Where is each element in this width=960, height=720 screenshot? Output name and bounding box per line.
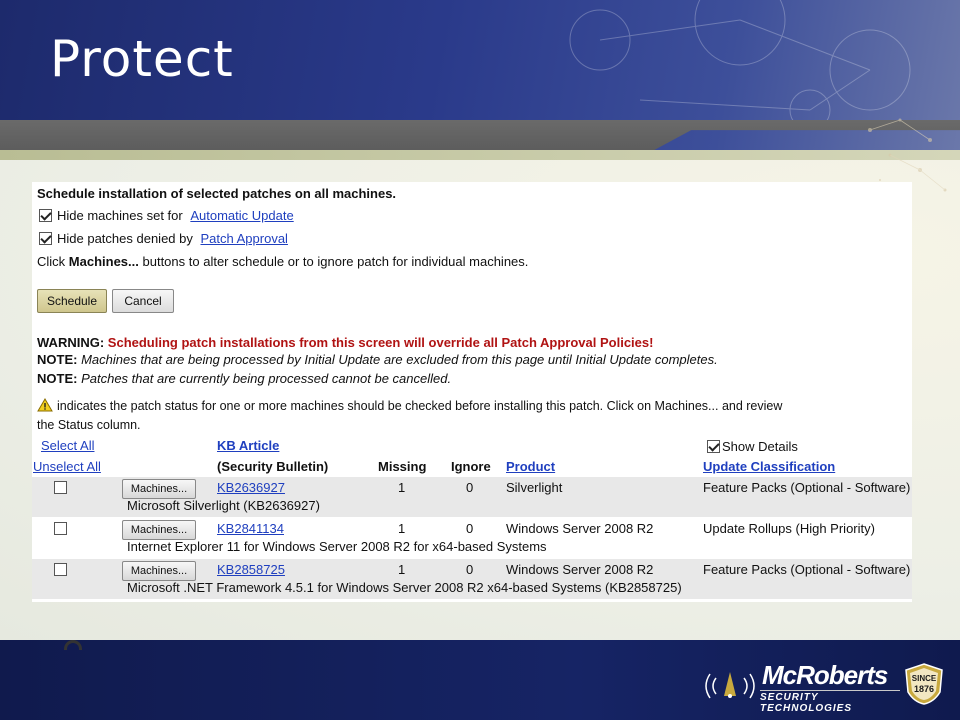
row-select-checkbox[interactable]: [54, 481, 67, 494]
kb-article-column-header[interactable]: KB Article: [217, 438, 280, 453]
patch-description: Internet Explorer 11 for Windows Server 2008 R2 for x64-based Systems: [127, 539, 547, 554]
note1-text: Machines that are being processed by Initial Update are excluded from this page until Initial Update completes.: [81, 352, 718, 367]
logo-seal-since: SINCE: [911, 674, 937, 683]
automatic-update-link[interactable]: Automatic Update: [190, 208, 294, 223]
update-classification: Update Rollups (High Priority): [703, 521, 875, 536]
update-classification: Feature Packs (Optional - Software): [703, 480, 911, 495]
hide-machines-row: [39, 208, 294, 223]
machines-button[interactable]: Machines...: [122, 520, 196, 540]
kb-link[interactable]: KB2636927: [217, 480, 285, 495]
table-row: [32, 518, 912, 558]
hide-patches-checkbox[interactable]: [39, 232, 52, 245]
missing-count: 1: [398, 480, 406, 495]
status-notice-line1: indicates the patch status for one or more machines should be checked before installing this patch. Click on Machines... and review: [57, 399, 783, 413]
patch-approval-link[interactable]: Patch Approval: [200, 231, 288, 246]
note2-text: Patches that are currently being processed cannot be cancelled.: [81, 371, 452, 386]
warning-label: WARNING:: [37, 335, 105, 350]
hide-machines-checkbox[interactable]: [39, 209, 52, 222]
product-column-header[interactable]: Product: [506, 459, 556, 474]
ignore-column-header: Ignore: [451, 459, 491, 474]
product-name: Windows Server 2008 R2: [506, 521, 654, 536]
instructions-suffix: buttons to alter schedule or to ignore patch for individual machines.: [142, 254, 529, 269]
logo-wordmark: McRoberts: [762, 660, 888, 690]
hide-patches-row: [39, 231, 288, 246]
logo-seal-year: 1876: [913, 684, 935, 694]
table-row: [32, 559, 912, 599]
company-logo: [700, 656, 950, 712]
show-details-checkbox[interactable]: [707, 440, 720, 453]
missing-count: 1: [398, 521, 406, 536]
warning-triangle-icon: [37, 398, 53, 412]
unselect-all-link[interactable]: Unselect All: [33, 459, 101, 474]
product-name: Windows Server 2008 R2: [506, 562, 654, 577]
note1-label: NOTE:: [37, 352, 78, 367]
table-row: [32, 477, 912, 517]
logo-tagline: SECURITY TECHNOLOGIES: [760, 690, 900, 714]
ignore-count: 0: [466, 480, 474, 495]
patch-schedule-panel: [32, 182, 912, 602]
note-initial-update: [37, 352, 718, 367]
sound-wave-icon: [700, 666, 760, 706]
machines-button[interactable]: Machines...: [122, 561, 196, 581]
select-all-link[interactable]: Select All: [41, 438, 95, 453]
note2-label: NOTE:: [37, 371, 78, 386]
logo-seal: [904, 662, 944, 706]
machines-button[interactable]: Machines...: [122, 479, 196, 499]
security-bulletin-column-header: (Security Bulletin): [217, 459, 329, 474]
update-classification: Feature Packs (Optional - Software): [703, 562, 911, 577]
instructions-text: [37, 254, 528, 269]
note-cancel: [37, 371, 451, 386]
show-details-label: Show Details: [722, 439, 798, 454]
show-details-toggle: [707, 439, 798, 454]
hide-patches-label: Hide patches denied by: [57, 231, 193, 246]
missing-column-header: Missing: [378, 459, 427, 474]
schedule-button[interactable]: Schedule: [37, 289, 107, 313]
status-notice: [37, 398, 782, 413]
warning-text: Scheduling patch installations from this screen will override all Patch Approval Policies!: [107, 335, 654, 350]
hide-machines-label: Hide machines set for: [57, 208, 183, 223]
kb-link[interactable]: KB2841134: [217, 521, 284, 536]
instructions-prefix: Click: [37, 254, 66, 269]
kb-link[interactable]: KB2858725: [217, 562, 285, 577]
slide-title: Protect: [50, 30, 234, 88]
update-classification-column-header[interactable]: Update Classification: [703, 459, 836, 474]
ignore-count: 0: [466, 562, 474, 577]
patch-description: Microsoft .NET Framework 4.5.1 for Windows Server 2008 R2 x64-based Systems (KB2858725): [127, 580, 682, 595]
row-select-checkbox[interactable]: [54, 563, 67, 576]
warning-notice: [37, 335, 653, 350]
product-name: Silverlight: [506, 480, 563, 495]
status-notice-line2: the Status column.: [37, 418, 141, 432]
schedule-heading: Schedule installation of selected patches on all machines.: [37, 186, 397, 201]
missing-count: 1: [398, 562, 406, 577]
ignore-count: 0: [466, 521, 474, 536]
instructions-bold: Machines...: [68, 254, 139, 269]
patch-description: Microsoft Silverlight (KB2636927): [127, 498, 320, 513]
row-select-checkbox[interactable]: [54, 522, 67, 535]
cancel-button[interactable]: Cancel: [112, 289, 174, 313]
